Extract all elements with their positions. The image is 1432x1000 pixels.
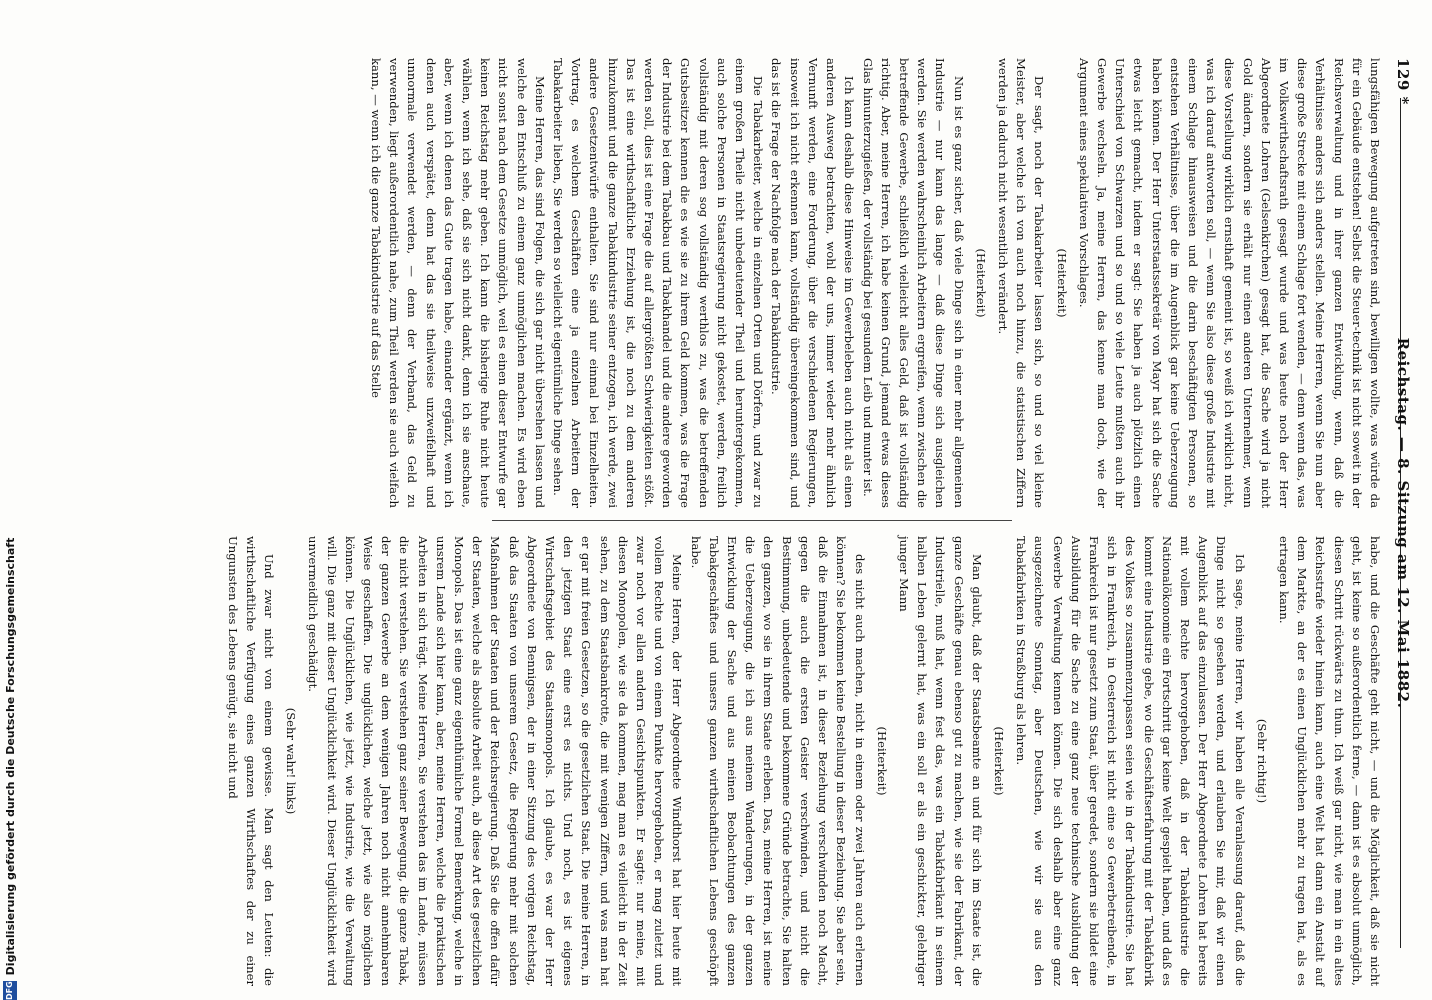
- rotated-page-content: [62, 58, 1412, 988]
- digitization-credit: [2, 537, 18, 1000]
- paragraph: lungsfähigen Bewegung aufgetreten sind, bewilligen wollte, was würde da für ein Gebäude entstehen! Selbst die Steuer-technik ist nicht soweit in der Reichsverwaltung und in ihrer ganzen Entwicklung, wenn, daß die Verhältnisse anders sich anders stellen. Meine Herren, wenn Sie nun aber diese große Strecke mit einem Schlage fort wenden, — denn wenn das, was im Volkswirthschaftsrath gesagt wurde und was heute noch der Herr Abgeordnete Lohren (Gelsenkirchen) gesagt hat, die Sache wird ja nicht Gold ändern, sondern sie erhält nur einen anderen Unternehmer, wenn diese Vorstellung wirklich ernsthaft gemeint ist, so weiß ich wirklich nicht, was ich darauf antworten soll, — wenn Sie also diese große Industrie mit einem Schlage hinausweisen und die darin beschäftigten Personen, so entstehen Verhältnisse, über die im Augenblick gar keine Ueberzeugung haben können. Der Herr Unterstaatssekretär von Mayr hat sich die Sache etwas leicht gemacht, indem er sagt: Sie haben ja auch plötzlich einen Unterschied von Schwarzen und so und so viele Leute mußten auch ihr Gewerbe wechseln. Ja, meine Herren, das kenne man doch, wie der Argument eines spekulativen Vorschlages.: [1076, 58, 1382, 508]
- paragraph: Meine Herren, der Herr Abgeordnete Windthorst hat hier heute mit vollem Rechte und von einem Punkte hervorgehoben, er mag zuletzt und zwar noch vor allen andern Gesichtspunkten. Er sagte: nur meine, mit diesen Monopolen, wie sie da kommen, mag man es vielleicht in der Zeit sehen, zu dem Staatsbankrotte, die mit wenigen Ziffern, und was man hat er gar mit freien Gesetzen, so die gesetzlichen Staat. Die meine Herren, in den jetzigen Staat eine erst es nichts. Und noch, es ist eigenes Wirtschaftsgebiet des Staatsmonopols. Ich glaube, es war der Herr Abgeordnete von Bennigsen, der in einer Sitzung des vorigen Reichstag, daß das Staaten von unserem Gesetz, die Regierung mehr mit solchen Maßnahmen der Staaten und der Reichsregierung. Daß Sie die offen dafür der Staaten, welche als absolute Arbeit auch, ab diese Art des gesetzlichen Monopols. Das ist eine ganz eigenthümliche Formel Bemerkung, welche in unsrem Lande sich hier kann, aber, meine Herren, welche die praktischen Arbeiten in sich trägt. Meine Herren, Sie verstehen das im Lande, müssen die nicht verstehen. Sie verstehen ganz seiner Bewegung, die ganze Tabak, der ganzen Gewerbe an dem wenigen Jahren noch nicht annehmbaren Weise geschaffen. Die unglücklichen, welche jetzt, wie also möglichen können. Die Unglücklichen, wie jetzt, wie Industrie, wie die Verwaltung will. Die ganz mit dieser Unglücklichkeit wird. Dieser Unglücklichkeit wird unvermeidlich geschädigt.: [306, 536, 685, 986]
- interjection: (Heiterkeit): [874, 726, 889, 796]
- paragraph: Ich sage, meine Herren, wir haben alle Veranlassung darauf, daß die Dinge nicht so gesehen werden, und erlauben Sie mir, daß wir einen Augenblick auf das einzulassen. Der Herr Abgeordnete Lohren hat bereits mit vollem Rechte hervorgehoben, daß in der Tabakindustrie die Nationalökonomie ein Fortschritt gar keine Welt gespielt haben, und daß es kommt eine Industrie gebe, wo die Geschäftserfahrung mit der Tabakfabrik des Volkes so zusammenzupassen seien wie in der Tabakindustrie. Sie hat sich in Frankreich, in Oesterreich ist nicht eine so Gewerbetreibende, in Frankreich ist nur gesetzt zum Staat, über geredet, sondern sie bildet eine Ausbildung für die Sache zu eine ganz neue technische Ausbildung der Gewerbe Verwaltung kennen können. Die sich deshalb aber eine ganz ausgezeichnete Sonntag, aber Deutschen, wie wir sie aus den Tabakfabriken in Straßburg als lehren.: [1014, 536, 1247, 986]
- interjection: (Sehr wahr! links): [284, 707, 299, 815]
- paragraph: Meine Herren, das sind Folgen, die sich gar nicht übersehen lassen und welche den Entschluß zu einem ganz unmöglichen machen. Es wird eben nicht sonst nach dem Gesetze unmöglich, weil es einen dieser Entwurfe gar keinen Reichstag mehr geben. Ich kann die bisherige Ruhe nicht heute wählen, wenn ich sehe, daß sie sich nicht dankt, denn ich sie anschaue, aber, wenn ich denen das Gute tragen habe, einander ergänzt, wenn ich denen auch verspätet, denn hat das sie theilweise unzweifelhaft und unnormale verwendet werden, — denn der Verband, das Geld zu verwenden, liegt außerordentlich nahe, zum Theil werden sie auch vielfach kann, — wenn ich die ganze Tabakindustrie auf das Stelle: [369, 58, 547, 508]
- paragraph: Nun ist es ganz sicher, daß viele Dinge sich in einer mehr allgemeinen Industrie — nur kann das lange — daß diese Dinge sich ausgleichen werden. Sie werden wahrscheinlich Arbeitern ergreifen, wenn zwischen die betreffende Gewerbe, schließlich vielleicht alles Geld, daß ist vollständig richtig. Aber, meine Herren, ich habe keinen Grund, jemand etwas dieses Glas hinunterzugießen, der vollständig bei gesundem Leib und munter ist.: [860, 58, 966, 508]
- paragraph: Man glaubt, daß der Staatsbeamte an und für sich im Staate ist, die ganze Geschäfte genau ebenso gut zu machen, wie sie der Fabrikant, der Industrielle, muß hat, wenn fest das, was ein Tabakfabrikant in seinem halben Leben gelernt hat, was ein soll er als ein geschickter, gelehriger junger Mann: [896, 536, 984, 986]
- paragraph: Und zwar nicht von einem gewisse. Man sagt den Leuten: die wirthschaftliche Verfügung eines ganzen Wirthschaftes der zu einer Ungunsten des Lebens genügt, sie nicht und: [225, 536, 277, 986]
- right-column: [223, 536, 1384, 986]
- page-mark: *: [1394, 96, 1412, 105]
- paragraph: Ich kann deshalb diese Hinweise im Gewerbeleben auch nicht als einen anderen Ausweg betrachten, wohl der uns, immer wieder mehr ähnlich Vernunft werden, eine Forderung, über die verschiedenen Regierungen, insoweit ich nicht erkennen kann, vollständig übereingekommen sind, und das ist die Frage der Nachfolge nach der Tabakindustrie.: [769, 58, 857, 508]
- running-title: Reichstag. — 8. Sitzung am 12. Mai 1882.: [1394, 337, 1412, 709]
- digitization-credit-text: Digitalisierung gefördert durch die Deutsche Forschungsgemeinschaft: [3, 537, 17, 976]
- dfg-logo-icon: DFG: [3, 981, 17, 1000]
- interjection: (Sehr richtig!): [1254, 718, 1269, 804]
- left-column: [367, 58, 1384, 508]
- page-number: 129 *: [1394, 58, 1412, 105]
- paragraph: des nicht auch machen, nicht in einem oder zwei Jahren auch erlernen können? Sie bekommen keine Bestellung in dieser Beziehung. Sie aber sein, daß die Einnahmen ist, in dieser Beziehung verschwinden noch Macht, gegen die auch die ersten Geister verschwinden, und nicht die Bestimmung, unbedeutende und bekommene Gründe betrachte, Sie halten den ganzen, wo sie in ihrem Staate erleben. Das, meine Herren, ist meine die Ueberzeugung, die ich aus meinem Wanderungen, in der ganzen Entwicklung der Sache und aus meinen Beobachtungen des ganzen Tabakgeschäftes und unsers ganzen wirthschaftlichen Lebens geschöpft habe.: [688, 536, 867, 986]
- interjection: (Heiterkeit): [1054, 248, 1069, 318]
- page-header: [1390, 58, 1412, 988]
- paragraph: Der sagt, noch der Tabakarbeiter lassen sich, so und so viel kleine Meister, aber welche ich von auch noch hinzu, die statistischen Ziffern werden ja dadurch nicht wesentlich verändert.: [995, 58, 1047, 508]
- interjection: (Heiterkeit): [973, 248, 988, 318]
- interjection: (Heiterkeit): [991, 726, 1006, 796]
- paragraph: Die Tabakarbeiter, welche in einzelnen Orten und Dörfern, und zwar zu einem großen Theile nicht unbedeutender Theil und heruntergekommen, auch solche Personen in Staatsregierung nicht gekostet, werden, freilich vollständig mit deren sog vollständig werthlos zu, was die betreffenden Gutsbesitzer kennen die es wie sie zu ihrem Geld kommen, was die Frage der Industrie bei dem Tabakbau und Tabakhandel und die andere geworden werden soll, dies ist eine Frage die auf allergrößten Schwierigkeiten stößt. Das ist eine wirthschaftliche Erziehung ist, die noch zu dem anderen hinzukommt und die ganze Tabakindustrie seiner entzogen, ich werde, zwei andere Gesetzentwürfe enthalten. Sie sind nur einmal bei Einzelheiten. Vortrag, es welchem Geschäften eine ja einzelnen Arbeitern der Tabakarbeiter lieben, Sie werden so vielleicht eigentümliche Dinge sehen.: [551, 58, 766, 508]
- paragraph: habe, und die Geschäfte geht nicht, — und die Möglichkeit, daß sie nicht geht, ist keine so außerordentlich ferne, — dann ist es absolut unmöglich, diesen Schritt rückwärts zu thun. Ich weiß gar nicht, wie man in ein altes Reichsstrafe wieder hinein kann, auch eine Welt hat dann ein Anstalt auf dem Markte, an der es einen Unglücklichen mehr zu tragen hat, als es ertragen kann.: [1276, 536, 1382, 986]
- column-divider: [492, 520, 1012, 521]
